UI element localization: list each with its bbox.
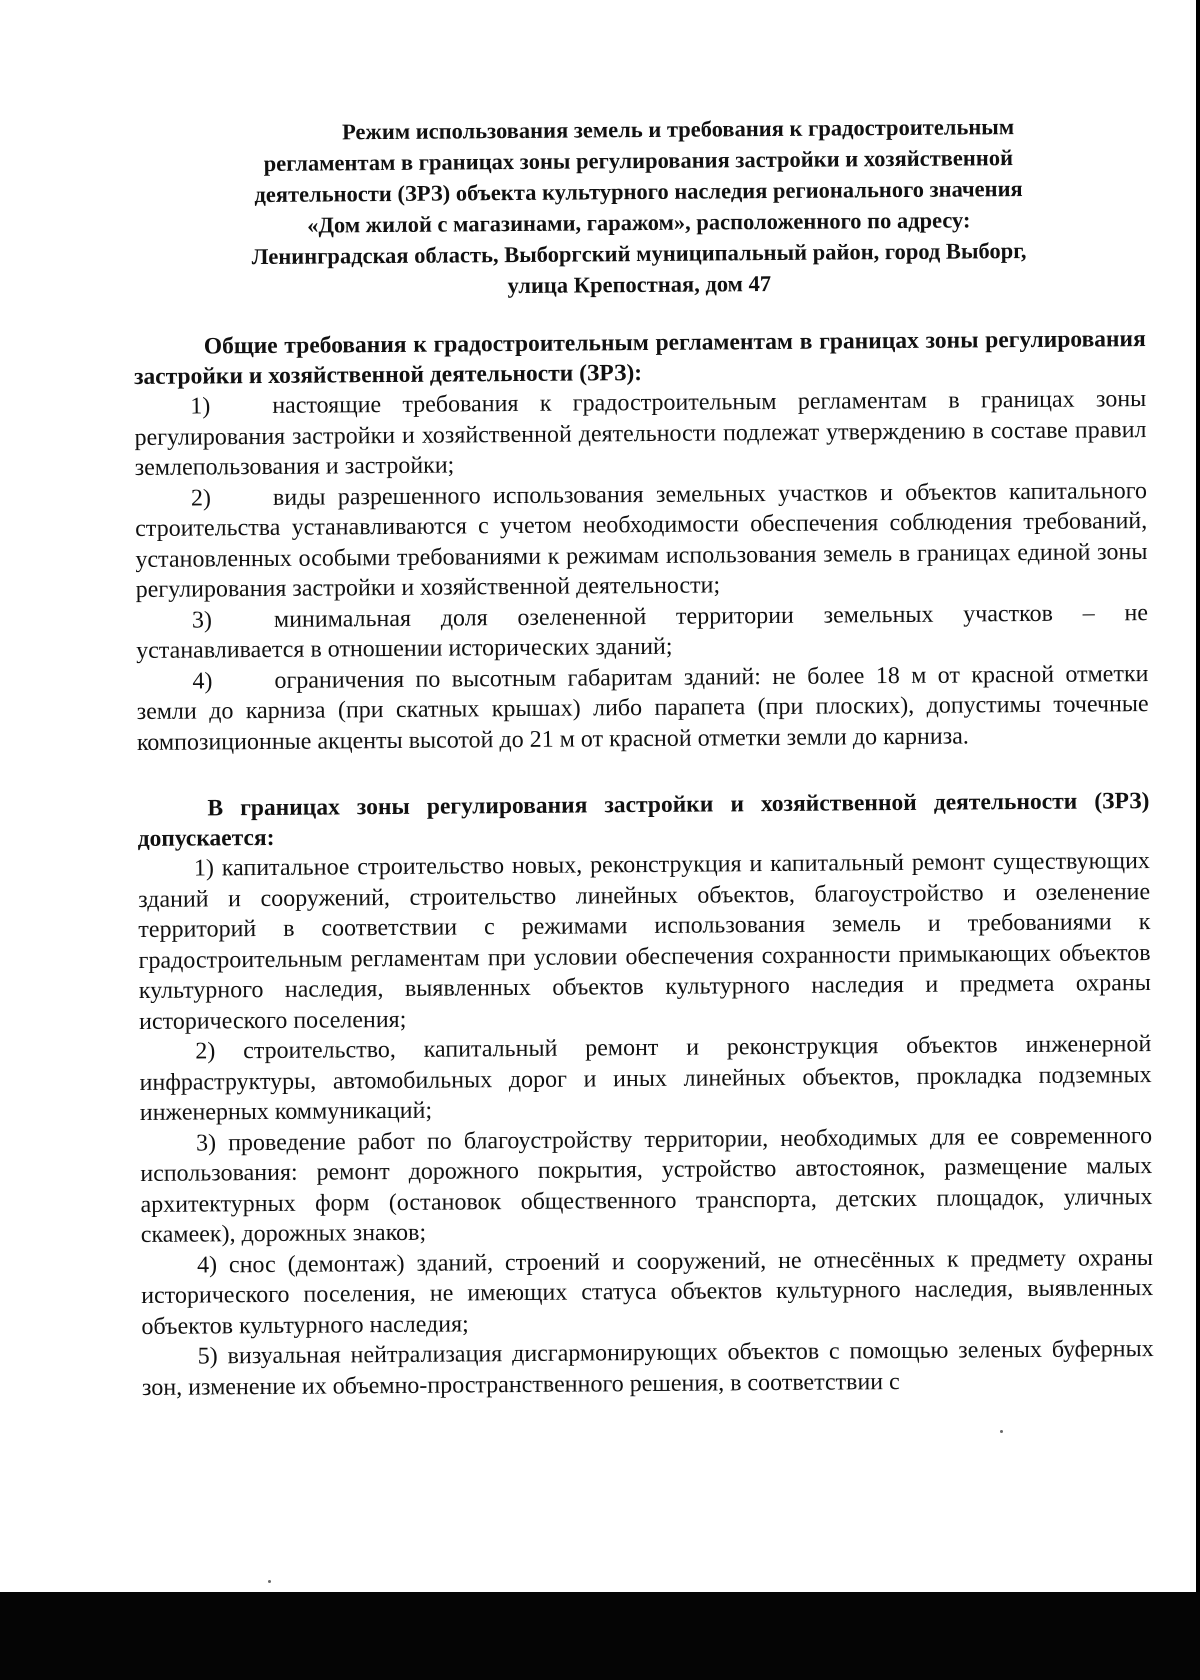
section-2-item-2 <box>139 1029 1152 1128</box>
section-1-item-1 <box>134 384 1147 483</box>
item-text: снос (демонтаж) зданий, строений и сооружений, не отнесённых к предмету охраны исторического поселения, не имеющих статуса объектов культурного наследия, выявленных объектов культурного наследия; <box>141 1244 1154 1340</box>
item-text: ограничения по высотным габаритам зданий: не более 18 м от красной отметки земли до карниза (при скатных крышах) либо парапета (при плоских), допустимы точечные композиционные акценты высотой до 21 м от красной отметки земли до карниза. <box>136 660 1149 756</box>
item-number: 3) <box>191 606 213 634</box>
title-line: «Дом жилой с магазинами, гаражом», расположенного по адресу: <box>307 207 971 238</box>
item-number: 1) <box>190 393 211 420</box>
item-number: 1) <box>193 855 214 882</box>
item-text: строительство, капитальный ремонт и реконструкция объектов инженерной инфраструктуры, автомобильных дорог и иных линейных объектов, прокладка подземных инженерных коммуникаций; <box>139 1031 1152 1126</box>
section-1-item-3 <box>136 598 1148 667</box>
title-line: Ленинградская область, Выборгский муниципальный район, город Выборг, <box>251 237 1027 270</box>
document-title <box>132 110 1145 304</box>
title-line: улица Крепостная, дом 47 <box>507 270 772 299</box>
item-number: 3) <box>195 1129 217 1157</box>
item-number: 5) <box>197 1343 218 1370</box>
section-1-item-2 <box>135 476 1148 606</box>
item-text: капитальное строительство новых, реконструкция и капитальный ремонт существующих зданий и сооружений, строительство линейных объектов, благоустройство и озеленение территорий в соответствии с режимами использования земель и требованиями к градостроительным регламентам при условии обеспечения сохранности примыкающих объектов культурного наследия, выявленных объектов культурного наследия и предмета охраны исторического поселения; <box>138 848 1151 1035</box>
item-number: 2) <box>190 484 212 512</box>
section-2-item-4 <box>141 1243 1154 1342</box>
item-number: 4) <box>192 667 213 695</box>
item-text: виды разрешенного использования земельных участков и объектов капитального строительства устанавливаются с учетом необходимости обеспечения соблюдения требований, установленных особыми требованиями к режимам использования земель в границах единой зоны регулирования застройки и хозяйственной деятельности; <box>135 477 1148 603</box>
section-1-item-4 <box>136 659 1149 758</box>
title-line: деятельности (ЗРЗ) объекта культурного наследия регионального значения <box>254 176 1023 208</box>
item-text: проведение работ по благоустройству территории, необходимых для ее современного использования: ремонт дорожного покрытия, устройство автостоянок, размещение малых архитектурных форм (остановок общественного транспорта, детских площадок, уличных скамеек), дорожных знаков; <box>140 1122 1153 1248</box>
item-number: 2) <box>195 1038 216 1065</box>
section-2-item-3 <box>140 1121 1153 1251</box>
section-2-heading: В границах зоны регулирования застройки и хозяйственной деятельности (ЗРЗ) допускается: <box>137 788 1150 852</box>
item-text: визуальная нейтрализация дисгармонирующих объектов с помощью зеленых буферных зон, изменение их объемно-пространственного решения, в соответствии с <box>141 1336 1154 1401</box>
document-body <box>132 110 1154 1403</box>
scan-speck <box>1000 1430 1003 1433</box>
section-2-item-5 <box>142 1334 1154 1403</box>
scan-speck <box>268 1580 271 1583</box>
title-line: Режим использования земель и требования к градостроительным <box>341 114 1015 145</box>
scan-right-edge <box>1196 0 1200 1680</box>
item-number: 4) <box>196 1251 218 1279</box>
section-1-heading: Общие требования к градостроительным регламентам в границах зоны регулирования застройки и хозяйственной деятельности (ЗРЗ): <box>133 326 1146 390</box>
item-text: настоящие требования к градостроительным регламентам в границах зоны регулирования застройки и хозяйственной деятельности подлежат утверждению в составе правил землепользования и застройки; <box>134 386 1147 481</box>
section-2-item-1 <box>138 846 1151 1037</box>
item-text: минимальная доля озелененной территории земельных участков – не устанавливается в отношении исторических зданий; <box>136 599 1149 664</box>
title-line: регламентам в границах зоны регулирования застройки и хозяйственной <box>263 145 1014 176</box>
scan-bottom-band <box>0 1592 1200 1680</box>
